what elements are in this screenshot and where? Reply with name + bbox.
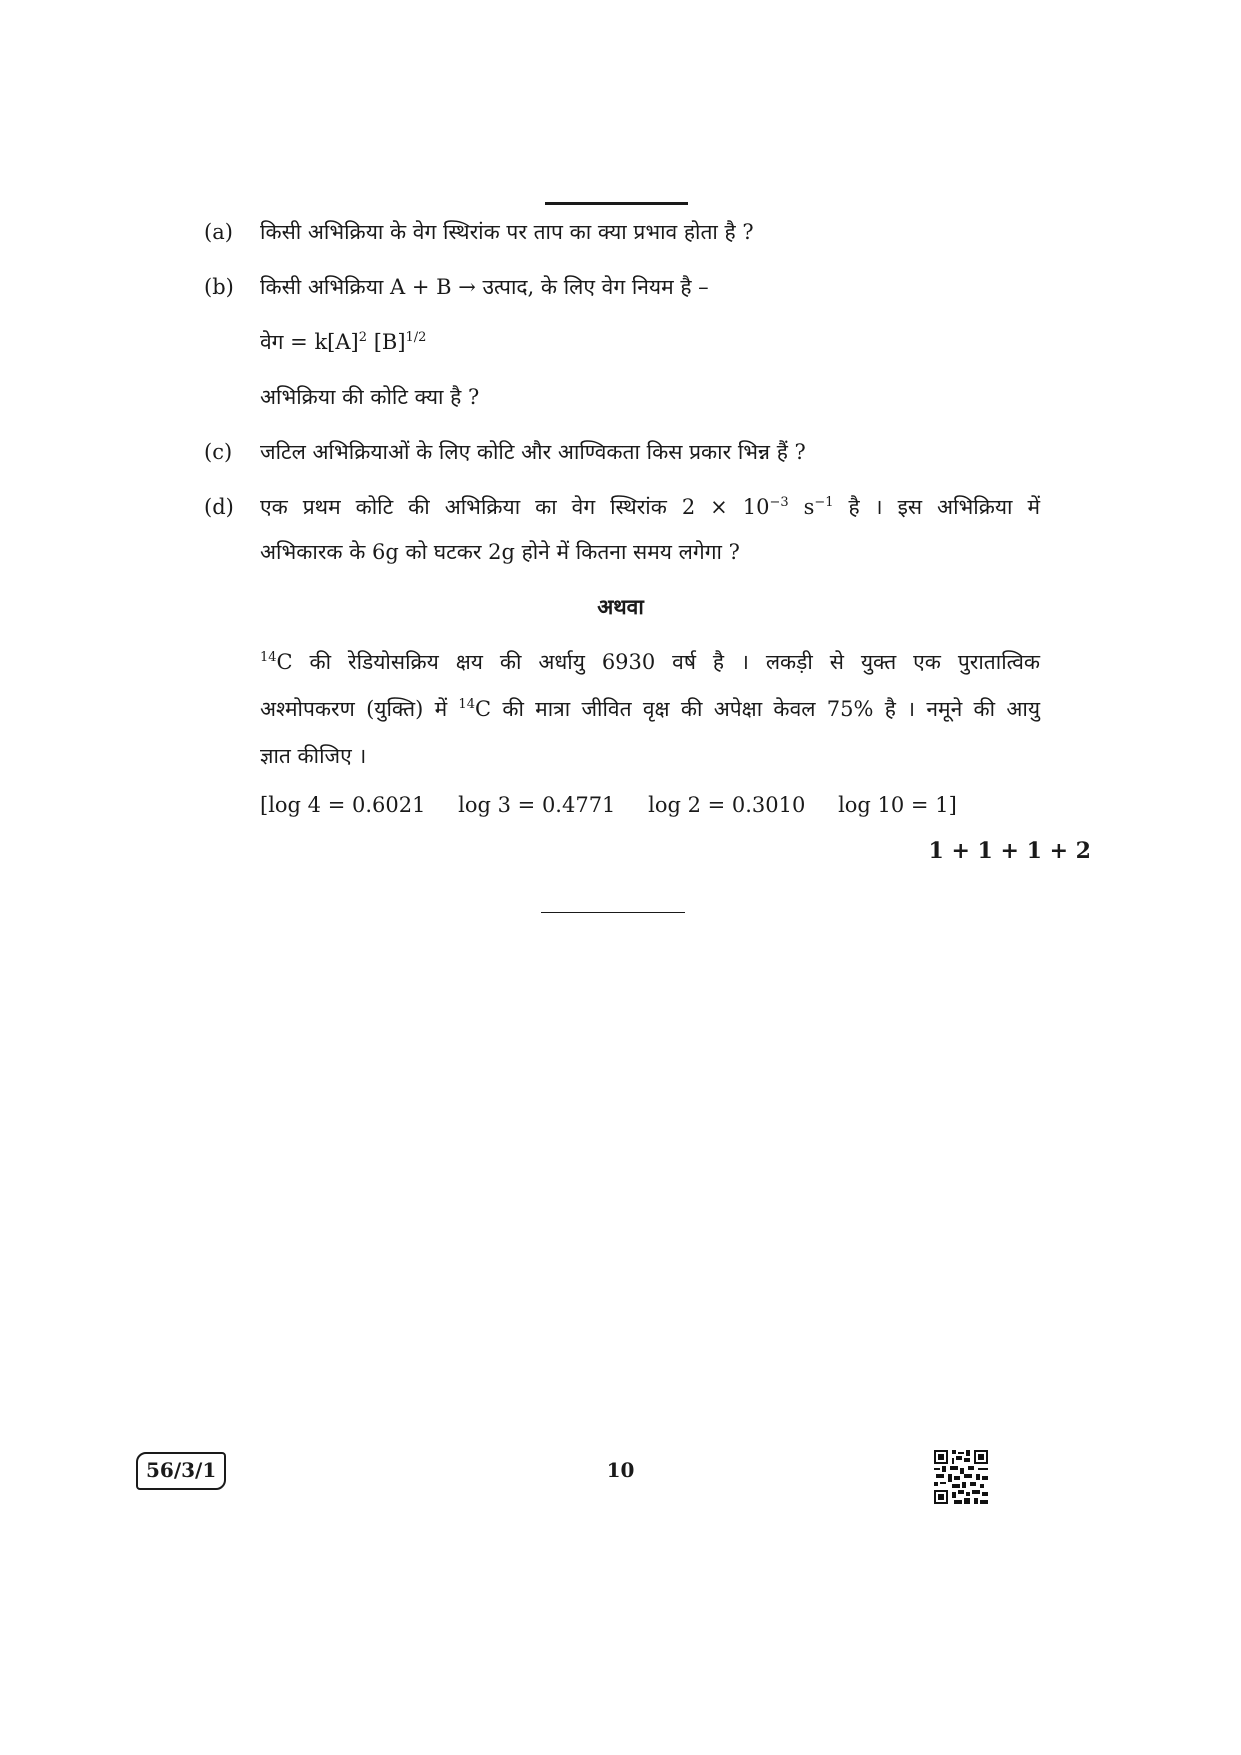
or-heading: अथवा <box>597 594 644 619</box>
rate-law-equation: वेग = $k[A]^2$ $[B]^{1/2}$ <box>260 330 427 354</box>
question-d-label: (d) <box>204 495 234 519</box>
question-b <box>204 272 709 302</box>
log-value: log 10 = 1] <box>838 793 957 817</box>
alternative-line3: ज्ञात कीजिए । <box>260 744 367 768</box>
question-b-label: (b) <box>204 275 234 299</box>
alternative-line1: $^{14}$C की रेडियोसक्रिय क्षय की अर्धायु 6930 वर्ष है । लकड़ी से युक्त एक पुरातात्विक <box>260 650 1040 674</box>
marks-distribution: 1 + 1 + 1 + 2 <box>928 838 1091 864</box>
question-b-text: किसी अभिक्रिया A + B → उत्पाद, के लिए वेग नियम है – <box>260 275 709 299</box>
question-a-text: किसी अभिक्रिया के वेग स्थिरांक पर ताप का क्या प्रभाव होता है ? <box>260 220 754 244</box>
log-value: log 2 = 0.3010 <box>648 793 806 817</box>
top-divider <box>545 202 688 205</box>
log-value: [log 4 = 0.6021 <box>260 793 426 817</box>
question-c-label: (c) <box>204 440 233 464</box>
question-a <box>204 217 754 247</box>
bottom-divider <box>541 912 685 913</box>
alternative-line2: अश्मोपकरण (युक्ति) में $^{14}$C की मात्रा जीवित वृक्ष की अपेक्षा केवल 75% है । नमूने की आयु <box>260 697 1040 721</box>
log-value: log 3 = 0.4771 <box>458 793 616 817</box>
question-c <box>204 437 806 467</box>
question-a-label: (a) <box>204 220 233 244</box>
log-values <box>260 790 983 820</box>
question-d-line1: एक प्रथम कोटि की अभिक्रिया का वेग स्थिरांक $2 \times 10^{-3}$ $s^{-1}$ है । इस अभिक्रिया में <box>260 495 1041 519</box>
question-d-line2: अभिकारक के 6g को घटकर 2g होने में कितना समय लगेगा ? <box>260 540 740 564</box>
paper-code: 56/3/1 <box>136 1452 226 1490</box>
qr-code-icon <box>934 1450 988 1504</box>
question-b-question: अभिक्रिया की कोटि क्या है ? <box>260 385 480 409</box>
question-c-text: जटिल अभिक्रियाओं के लिए कोटि और आण्विकता किस प्रकार भिन्न हैं ? <box>260 440 806 464</box>
page-number: 10 <box>606 1458 635 1482</box>
